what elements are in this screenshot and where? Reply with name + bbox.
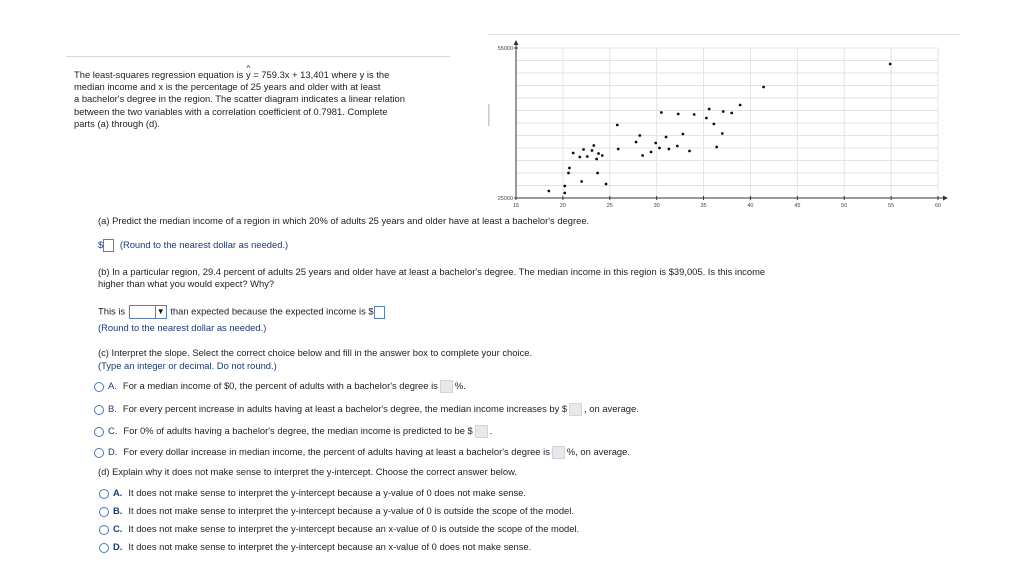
part-c-a-input[interactable] — [440, 380, 453, 393]
data-point — [592, 144, 595, 147]
intro-line-5: parts (a) through (d). — [74, 117, 160, 129]
y-tick-label: 25000 — [497, 196, 513, 202]
radio-button[interactable] — [94, 405, 104, 415]
data-point — [563, 185, 566, 188]
data-point — [730, 112, 733, 115]
data-point — [722, 110, 725, 113]
data-point — [654, 142, 657, 145]
part-a-answer-row — [98, 239, 288, 252]
part-d-question: (d) Explain why it does not make sense to interpret the y-intercept. Choose the correct answer below. — [98, 466, 517, 477]
part-c-hint: (Type an integer or decimal. Do not round.) — [98, 360, 277, 371]
chevron-down-icon: ▼ — [155, 306, 166, 318]
data-point — [650, 151, 653, 154]
part-b-answer-prefix: This is — [98, 305, 126, 317]
data-point — [712, 123, 715, 126]
part-b-hint: (Round to the nearest dollar as needed.) — [98, 322, 267, 333]
data-point — [597, 152, 600, 155]
data-point — [660, 111, 663, 114]
intro-line-2: median income and x is the percentage of 25 years and older with at least — [74, 81, 381, 93]
data-point — [582, 148, 585, 151]
x-tick-label: 55 — [888, 203, 895, 209]
radio-button[interactable] — [99, 543, 109, 553]
data-point — [572, 152, 575, 155]
part-d-option-a[interactable]: A. It does not make sense to interpret the y-intercept because a y-value of 0 does not make sense. — [99, 487, 526, 499]
data-point — [677, 113, 680, 116]
data-point — [591, 149, 594, 152]
problem-statement — [74, 69, 454, 130]
data-point — [635, 141, 638, 144]
data-point — [715, 146, 718, 149]
data-point — [601, 154, 604, 157]
data-point — [547, 190, 550, 193]
part-b-answer-row — [98, 305, 385, 319]
part-d-option-d[interactable]: D. It does not make sense to interpret the y-intercept because an x-value of 0 does not make sense. — [99, 541, 531, 553]
data-point — [578, 156, 581, 159]
part-c-option-d[interactable]: D. For every dollar increase in median income, the percent of adults having at least a bachelor's degree is %, on average. — [94, 446, 630, 459]
data-point — [617, 148, 620, 151]
part-c-d-input[interactable] — [552, 446, 565, 459]
x-tick-label: 35 — [700, 203, 707, 209]
radio-button[interactable] — [94, 448, 104, 458]
x-tick-label: 15 — [512, 203, 520, 209]
x-tick-label: 60 — [934, 203, 942, 209]
part-a-question: (a) Predict the median income of a region in which 20% of adults 25 years and older have at least a bachelor's degree. — [98, 215, 590, 226]
data-point — [665, 136, 668, 139]
part-c-option-a[interactable]: A. For a median income of $0, the percent of adults with a bachelor's degree is %. — [94, 380, 466, 393]
radio-button[interactable] — [94, 427, 104, 437]
radio-button[interactable] — [99, 489, 109, 499]
intro-line-4: between the two variables with a correlation coefficient of 0.7981. Complete — [74, 105, 388, 117]
scatter-plot — [482, 38, 952, 216]
intro-line-1: The least-squares regression equation is ^ y = 759.3x + 13,401 where y is the — [74, 69, 454, 81]
data-point — [580, 180, 583, 183]
part-a-answer-input[interactable] — [103, 239, 114, 252]
part-d-option-c[interactable]: C. It does not make sense to interpret the y-intercept because an x-value of 0 is outside the scope of the model. — [99, 523, 579, 535]
data-point — [595, 158, 598, 161]
radio-button[interactable] — [94, 382, 104, 392]
data-point — [688, 150, 691, 153]
data-point — [682, 133, 685, 136]
x-axis-arrow — [943, 196, 948, 201]
part-c-option-c[interactable]: C. For 0% of adults having a bachelor's degree, the median income is predicted to be $ . — [94, 425, 492, 438]
data-point — [638, 134, 641, 137]
top-divider-right — [488, 34, 960, 35]
part-c-question: (c) Interpret the slope. Select the correct choice below and fill in the answer box to complete your choice. — [98, 347, 533, 358]
y-tick-label: 55000 — [497, 46, 513, 52]
intro-line-3: a bachelor's degree in the region. The scatter diagram indicates a linear relation — [74, 93, 405, 105]
data-point — [708, 108, 711, 111]
data-point — [739, 104, 742, 107]
radio-button[interactable] — [99, 507, 109, 517]
part-b-question-line-2: higher than what you would expect? Why? — [98, 278, 275, 289]
x-tick-label: 45 — [794, 203, 801, 209]
data-point — [693, 113, 696, 116]
data-point — [568, 167, 571, 170]
data-point — [667, 148, 670, 151]
x-tick-label: 20 — [559, 203, 566, 209]
data-point — [563, 192, 566, 195]
y-hat-symbol: ^ y — [246, 69, 251, 81]
part-a-hint: (Round to the nearest dollar as needed.) — [119, 239, 289, 250]
data-point — [616, 124, 619, 127]
data-point — [567, 172, 570, 175]
y-axis-label-marker — [488, 104, 490, 126]
part-c-c-input[interactable] — [475, 425, 488, 438]
part-d-option-b[interactable]: B. It does not make sense to interpret the y-intercept because a y-value of 0 is outside the scope of the model. — [99, 505, 574, 517]
y-axis-arrow — [514, 40, 519, 45]
data-point — [705, 117, 708, 120]
x-tick-label: 25 — [606, 203, 613, 209]
x-tick-label: 30 — [653, 203, 660, 209]
data-point — [676, 145, 679, 148]
part-c-option-b[interactable]: B. For every percent increase in adults having at least a bachelor's degree, the median income increases by $ , on average. — [94, 403, 639, 416]
x-tick-label: 50 — [841, 203, 848, 209]
data-point — [762, 86, 765, 89]
expected-income-input[interactable] — [374, 306, 385, 319]
data-point — [721, 132, 724, 135]
data-point — [586, 155, 589, 158]
radio-button[interactable] — [99, 525, 109, 535]
part-c-b-input[interactable] — [569, 403, 582, 416]
currency-symbol: $ — [98, 239, 104, 250]
data-point — [658, 147, 661, 150]
part-b-question-line-1: (b) In a particular region, 29.4 percent of adults 25 years and older have at least a bachelor's degree. The median income in this region is $39,005. Is this income — [98, 266, 766, 277]
data-point — [596, 172, 599, 175]
data-point — [605, 183, 608, 186]
higher-lower-dropdown[interactable] — [129, 305, 167, 319]
data-point — [889, 63, 892, 66]
part-b-answer-suffix: than expected because the expected income is $ — [170, 305, 374, 317]
top-divider-left — [66, 56, 450, 57]
x-tick-label: 40 — [747, 203, 754, 209]
data-point — [641, 154, 644, 157]
